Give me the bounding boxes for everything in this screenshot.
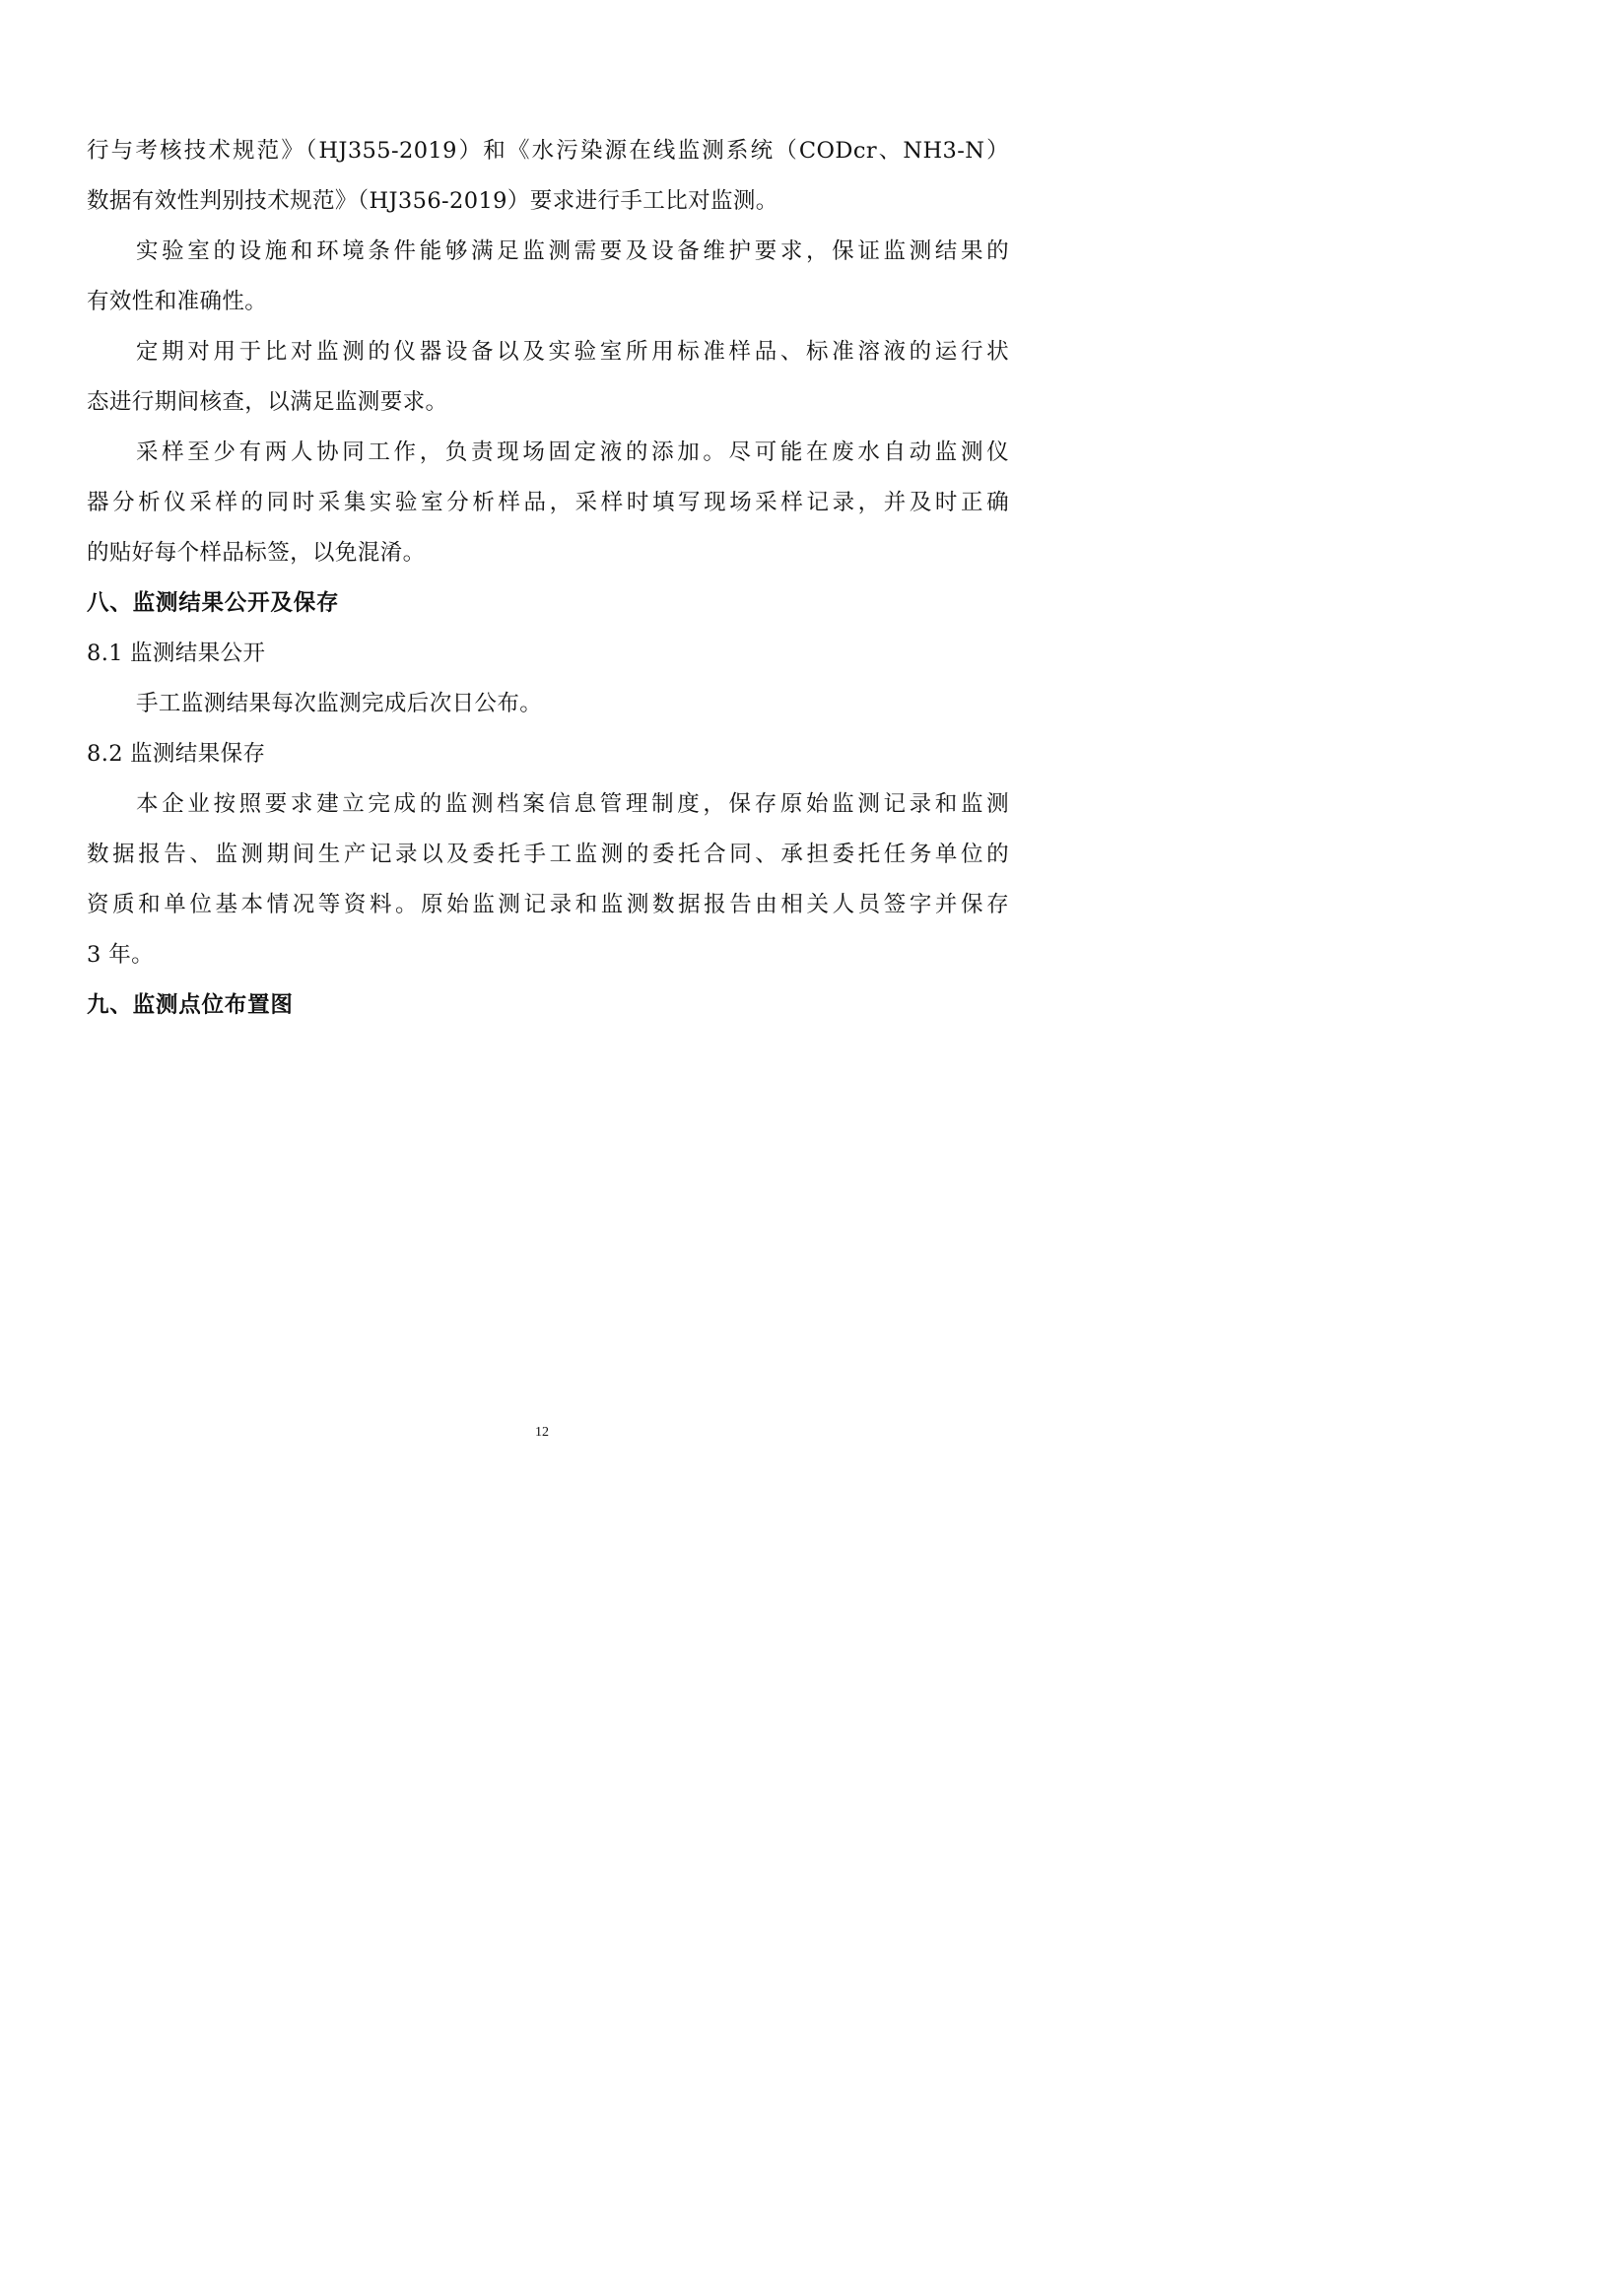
subsection-heading (87, 729, 1009, 779)
document-body (87, 126, 1009, 1031)
paragraph-line: 3 年。 (87, 942, 155, 968)
subsection-title: 监测结果保存 (130, 741, 266, 767)
subsection-number: 8.1 (87, 641, 123, 666)
paragraph-line: 数据有效性判别技术规范》（HJ356-2019）要求进行手工比对监测。 (87, 188, 778, 214)
paragraph-line: 采样至少有两人协同工作，负责现场固定液的添加。尽可能在废水自动监测仪 (136, 439, 1009, 465)
paragraph-line: 态进行期间核查，以满足监测要求。 (87, 389, 448, 415)
page-number: 12 (535, 1425, 549, 1440)
subsection-title: 监测结果公开 (130, 641, 266, 666)
paragraph-line: 行与考核技术规范》（HJ355-2019）和《水污染源在线监测系统（CODcr、NH3-N） (87, 138, 1009, 164)
subsection-number: 8.2 (87, 741, 123, 767)
paragraph-line: 本企业按照要求建立完成的监测档案信息管理制度，保存原始监测记录和监测 (136, 791, 1009, 817)
section-heading: 九、监测点位布置图 (87, 992, 294, 1018)
paragraph-line: 资质和单位基本情况等资料。原始监测记录和监测数据报告由相关人员签字并保存 (87, 892, 1009, 917)
paragraph-line: 数据报告、监测期间生产记录以及委托手工监测的委托合同、承担委托任务单位的 (87, 842, 1009, 867)
subsection-heading (87, 629, 1009, 679)
paragraph-line: 手工监测结果每次监测完成后次日公布。 (136, 691, 543, 716)
paragraph-line: 实验室的设施和环境条件能够满足监测需要及设备维护要求，保证监测结果的 (136, 238, 1009, 264)
section-heading: 八、监测结果公开及保存 (87, 590, 340, 616)
paragraph-line: 有效性和准确性。 (87, 289, 268, 314)
paragraph-line: 器分析仪采样的同时采集实验室分析样品，采样时填写现场采样记录，并及时正确 (87, 490, 1009, 515)
paragraph-line: 定期对用于比对监测的仪器设备以及实验室所用标准样品、标准溶液的运行状 (136, 339, 1009, 365)
paragraph-line: 的贴好每个样品标签，以免混淆。 (87, 540, 426, 566)
